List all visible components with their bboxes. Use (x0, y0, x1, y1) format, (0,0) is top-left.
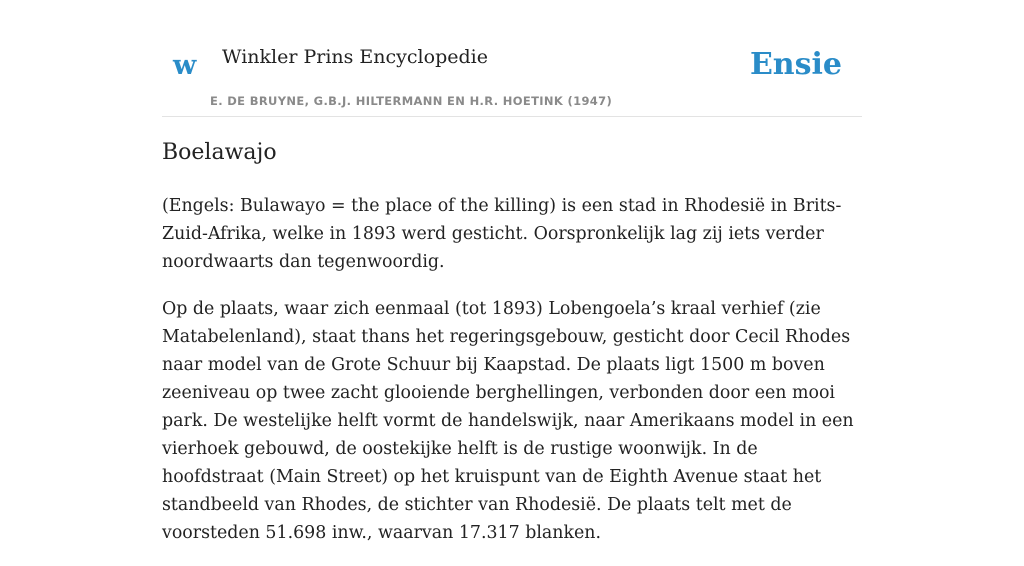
header (162, 0, 862, 117)
article-title: Boelawajo (162, 140, 277, 165)
page (162, 0, 862, 543)
article-paragraph: Op de plaats, waar zich eenmaal (tot 1893) Lobengoela’s kraal verhief (zie Matabelenland), staat thans het regeringsgebouw, gesticht door Cecil Rhodes naar model van de Grote Schuur bij Kaapstad. De plaats ligt 1500 m boven zeeniveau op twee zacht glooiende berghellingen, verbonden door een mooi park. De westelijke helft vormt de handelswijk, naar Amerikaans model in een vierhoek gebouwd, de oostekijke helft is de rustige woonwijk. In de hoofdstraat (Main Street) op het kruispunt van de Eighth Avenue staat het standbeeld van Rhodes, de stichter van Rhodesië. De plaats telt met de voorsteden 51.698 inw., waarvan 17.317 blanken. (162, 299, 854, 543)
publication-authors: E. DE BRUYNE, G.B.J. HILTERMANN EN H.R. HOETINK (1947) (210, 94, 613, 108)
article-paragraph: (Engels: Bulawayo = the place of the killing) is een stad in Rhodesië in Brits-Zuid-Afrika, welke in 1893 werd gesticht. Oorspronkelijk lag zij iets verder noordwaarts dan tegenwoordig. (162, 196, 842, 272)
ensie-logo[interactable]: Ensie (749, 47, 842, 82)
publication-logo[interactable]: w (173, 50, 197, 81)
article-body (162, 192, 862, 566)
publication-title[interactable]: Winkler Prins Encyclopedie (222, 46, 488, 68)
